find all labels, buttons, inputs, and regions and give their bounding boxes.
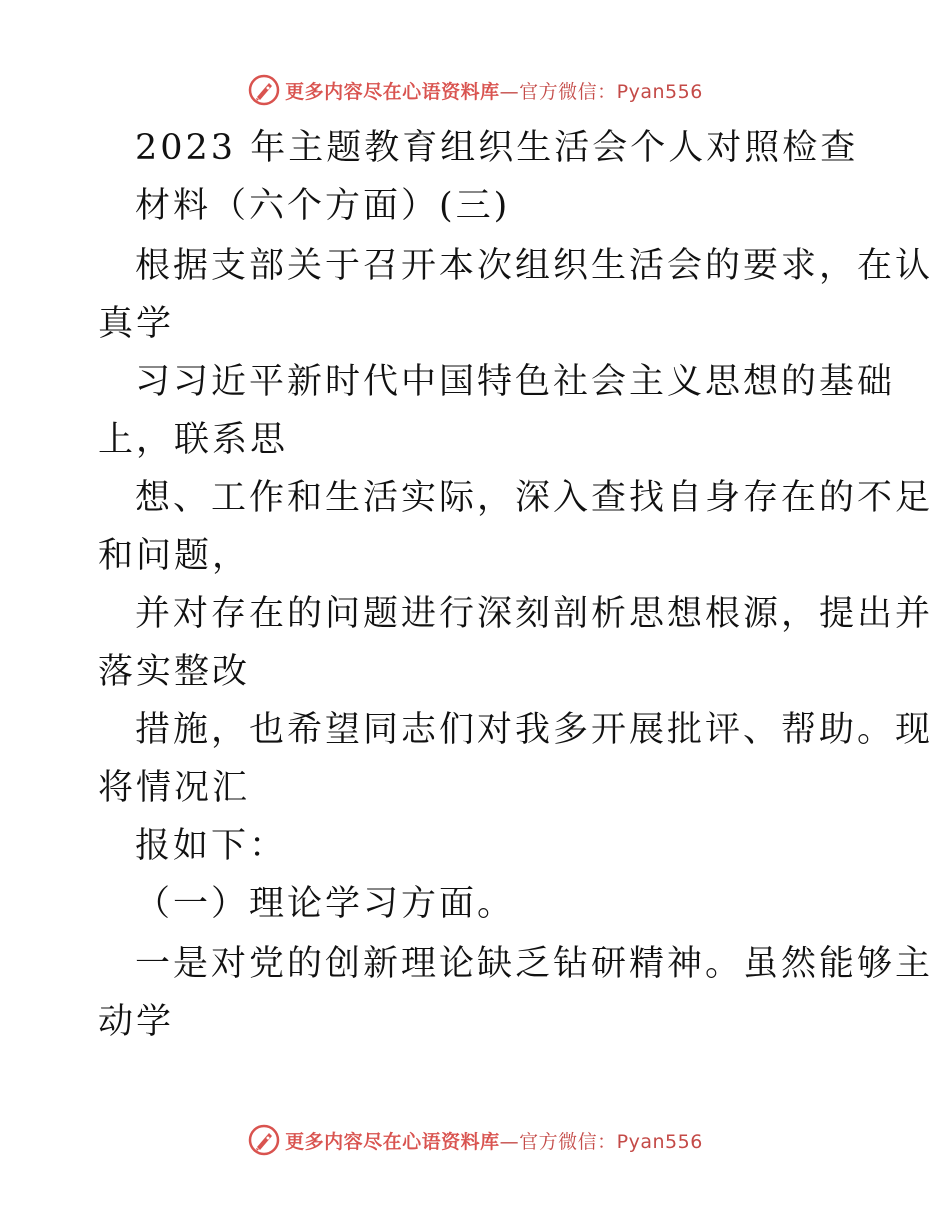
paragraph-line: 真学 <box>98 304 175 344</box>
watermark-text: 更多内容尽在心语资料库—官方微信：Pyan556 <box>285 1130 703 1153</box>
document-title-line-1: 2023 年主题教育组织生活会个人对照检查 <box>135 128 859 168</box>
paragraph-line: 将情况汇 <box>98 768 251 808</box>
paragraph-line: 并对存在的问题进行深刻剖析思想根源，提出并 <box>135 594 934 634</box>
paragraph-line: 动学 <box>98 1002 175 1042</box>
document-title-line-2: 材料（六个方面）(三) <box>135 186 511 226</box>
footer-watermark <box>0 1120 950 1160</box>
pen-nib-logo-icon <box>247 1123 281 1157</box>
paragraph-line: 想、工作和生活实际，深入查找自身存在的不足 <box>135 478 934 518</box>
paragraph-line: 措施，也希望同志们对我多开展批评、帮助。现 <box>135 710 934 750</box>
paragraph-line: 习习近平新时代中国特色社会主义思想的基础 <box>135 362 896 402</box>
paragraph-line: 和问题， <box>98 536 251 576</box>
section-heading: （一）理论学习方面。 <box>135 884 516 924</box>
paragraph-line: 落实整改 <box>98 652 251 692</box>
paragraph-line: 报如下： <box>135 826 288 866</box>
paragraph-line: 上，联系思 <box>98 420 289 460</box>
paragraph-line: 一是对党的创新理论缺乏钻研精神。虽然能够主 <box>135 944 934 984</box>
pen-nib-logo-icon <box>247 73 281 107</box>
paragraph-line: 根据支部关于召开本次组织生活会的要求，在认 <box>135 246 934 286</box>
watermark-text: 更多内容尽在心语资料库—官方微信：Pyan556 <box>285 80 703 103</box>
header-watermark <box>0 70 950 110</box>
